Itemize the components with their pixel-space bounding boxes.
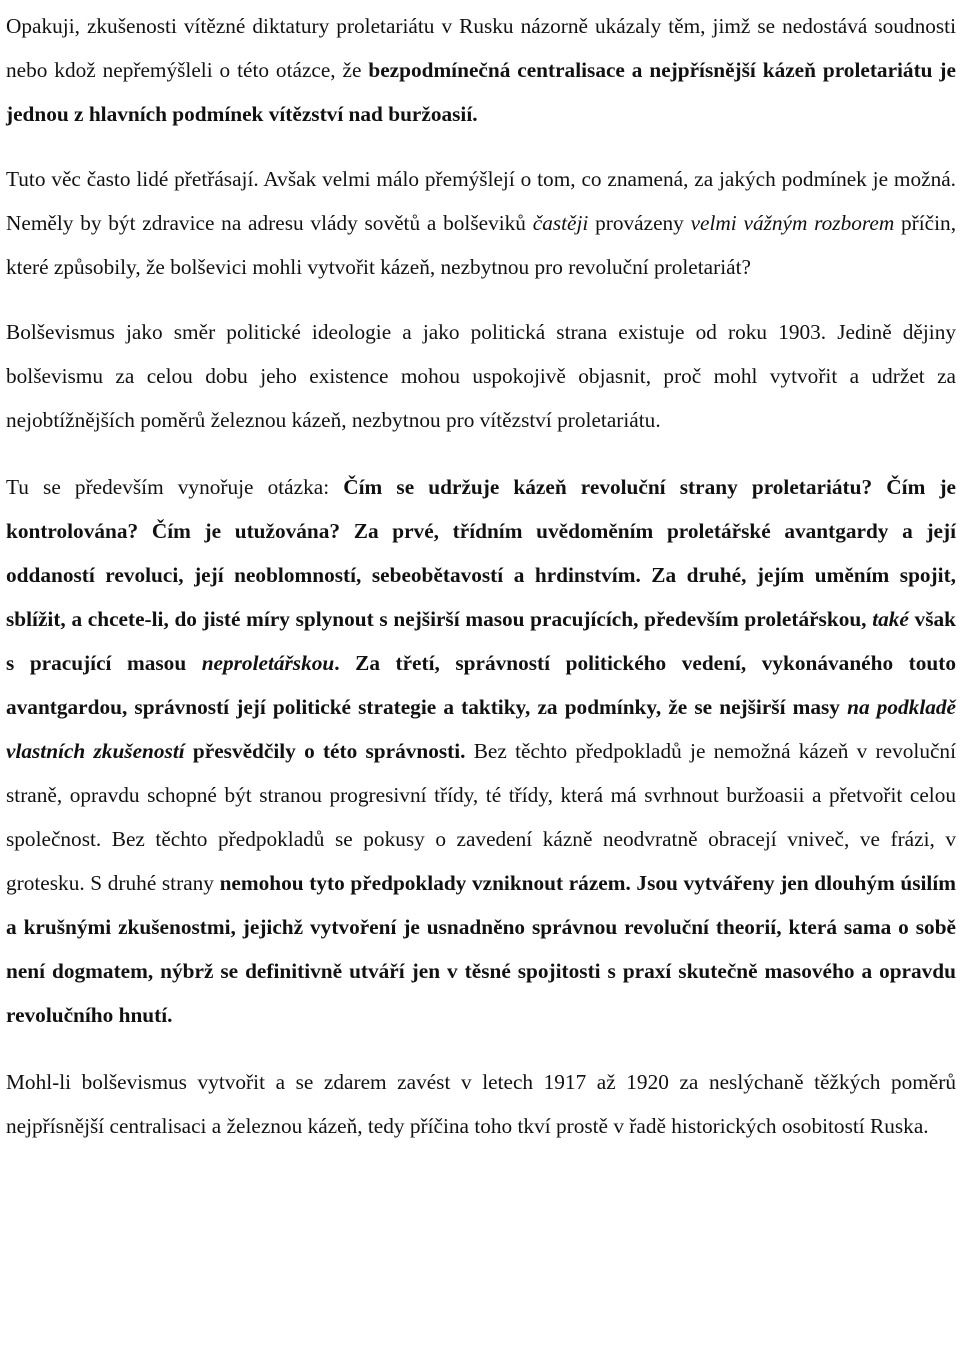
- p4-bold-italic-zkusenosti: na podkladě vlastních zkušeností: [6, 695, 956, 763]
- p2-italic-rozbor: velmi vážným rozborem: [690, 211, 895, 235]
- paragraph-4: [6, 465, 956, 1037]
- p4-bold-f: . Za třetí, správností politického vedení, vykonávaného touto avantgardou, správností její politické strategie a taktiky, za podmínky, že se nejširší masy: [6, 651, 956, 719]
- paragraph-1: [6, 4, 956, 136]
- p1-bold-text: bezpodmínečná centralisace a nejpřísnější kázeň proletariátu je jednou z hlavních podmínek vítězství nad buržoasií.: [6, 58, 956, 126]
- p4-bold-b: Čím se udržuje kázeň revoluční strany proletariátu? Čím je kontrolována? Čím je utužována? Za prvé, třídním uvědoměním proletářské avantgardy a její oddaností revoluci, její neoblomností, sebeobětavostí a hrdinstvím. Za druhé, jejím uměním spojit, sblížit, a chcete-li, do jisté míry splynout s nejširší masou pracujících, především proletářskou,: [6, 475, 956, 631]
- p2-text-e: příčin, které způsobily, že bolševici mohli vytvořit kázeň, nezbytnou pro revoluční proletariát?: [6, 211, 957, 279]
- p5-text: Mohl-li bolševismus vytvořit a se zdarem zavést v letech 1917 až 1920 za neslýchaně těžkých poměrů nejpřísnější centralisaci a železnou kázeň, tedy příčina toho tkví prostě v řadě historických osobitostí Ruska.: [6, 1070, 956, 1138]
- paragraph-gap: [6, 442, 956, 465]
- paragraph-gap: [6, 289, 956, 310]
- p4-bold-j: nemohou tyto předpoklady vzniknout rázem. Jsou vytvářeny jen dlouhým úsilím a krušnými zkušenostmi, jejichž vytvoření je usnadněno správnou revoluční theorií, která sama o sobě není dogmatem, nýbrž se definitivně utváří jen v těsné spojitosti s praxí skutečně masového a opravdu revolučního hnutí.: [6, 871, 956, 1027]
- p2-italic-castěji: častěji: [532, 211, 589, 235]
- paragraph-gap: [6, 136, 956, 157]
- p4-bold-d: však s pracující masou: [6, 607, 956, 675]
- p4-bold-h: přesvědčily o této správnosti.: [184, 739, 466, 763]
- p4-text-a: Tu se především vynořuje otázka:: [6, 475, 344, 499]
- p4-bold-italic-neproletarskou: neproletářskou: [201, 651, 335, 675]
- p4-bold-italic-take: také: [872, 607, 909, 631]
- p4-text-i: Bez těchto předpokladů je nemožná kázeň v revoluční straně, opravdu schopné být stranou progresivní třídy, té třídy, která má svrhnout buržoasii a přetvořit celou společnost. Bez těchto předpokladů se pokusy o zavedení kázně neodvratně obracejí vniveč, ve frázi, v grotesku. S druhé strany: [6, 739, 956, 895]
- p1-text: Opakuji, zkušenosti vítězné diktatury proletariátu v Rusku názorně ukázaly těm, jimž se nedostává soudnosti nebo kdož nepřemýšleli o této otázce, že: [6, 14, 956, 82]
- paragraph-3: [6, 310, 956, 442]
- document-page: [6, 4, 956, 1148]
- paragraph-5: [6, 1060, 956, 1148]
- paragraph-gap: [6, 1037, 956, 1060]
- p2-text-c: provázeny: [588, 211, 691, 235]
- paragraph-2: [6, 157, 956, 289]
- p2-text-a: Tuto věc často lidé přetřásají. Avšak velmi málo přemýšlejí o tom, co znamená, za jakých podmínek je možná. Neměly by být zdravice na adresu vlády sovětů a bolševiků: [6, 167, 956, 235]
- p3-text: Bolševismus jako směr politické ideologie a jako politická strana existuje od roku 1903. Jedině dějiny bolševismu za celou dobu jeho existence mohou uspokojivě objasnit, proč mohl vytvořit a udržet za nejobtížnějších poměrů železnou kázeň, nezbytnou pro vítězství proletariátu.: [6, 320, 956, 432]
